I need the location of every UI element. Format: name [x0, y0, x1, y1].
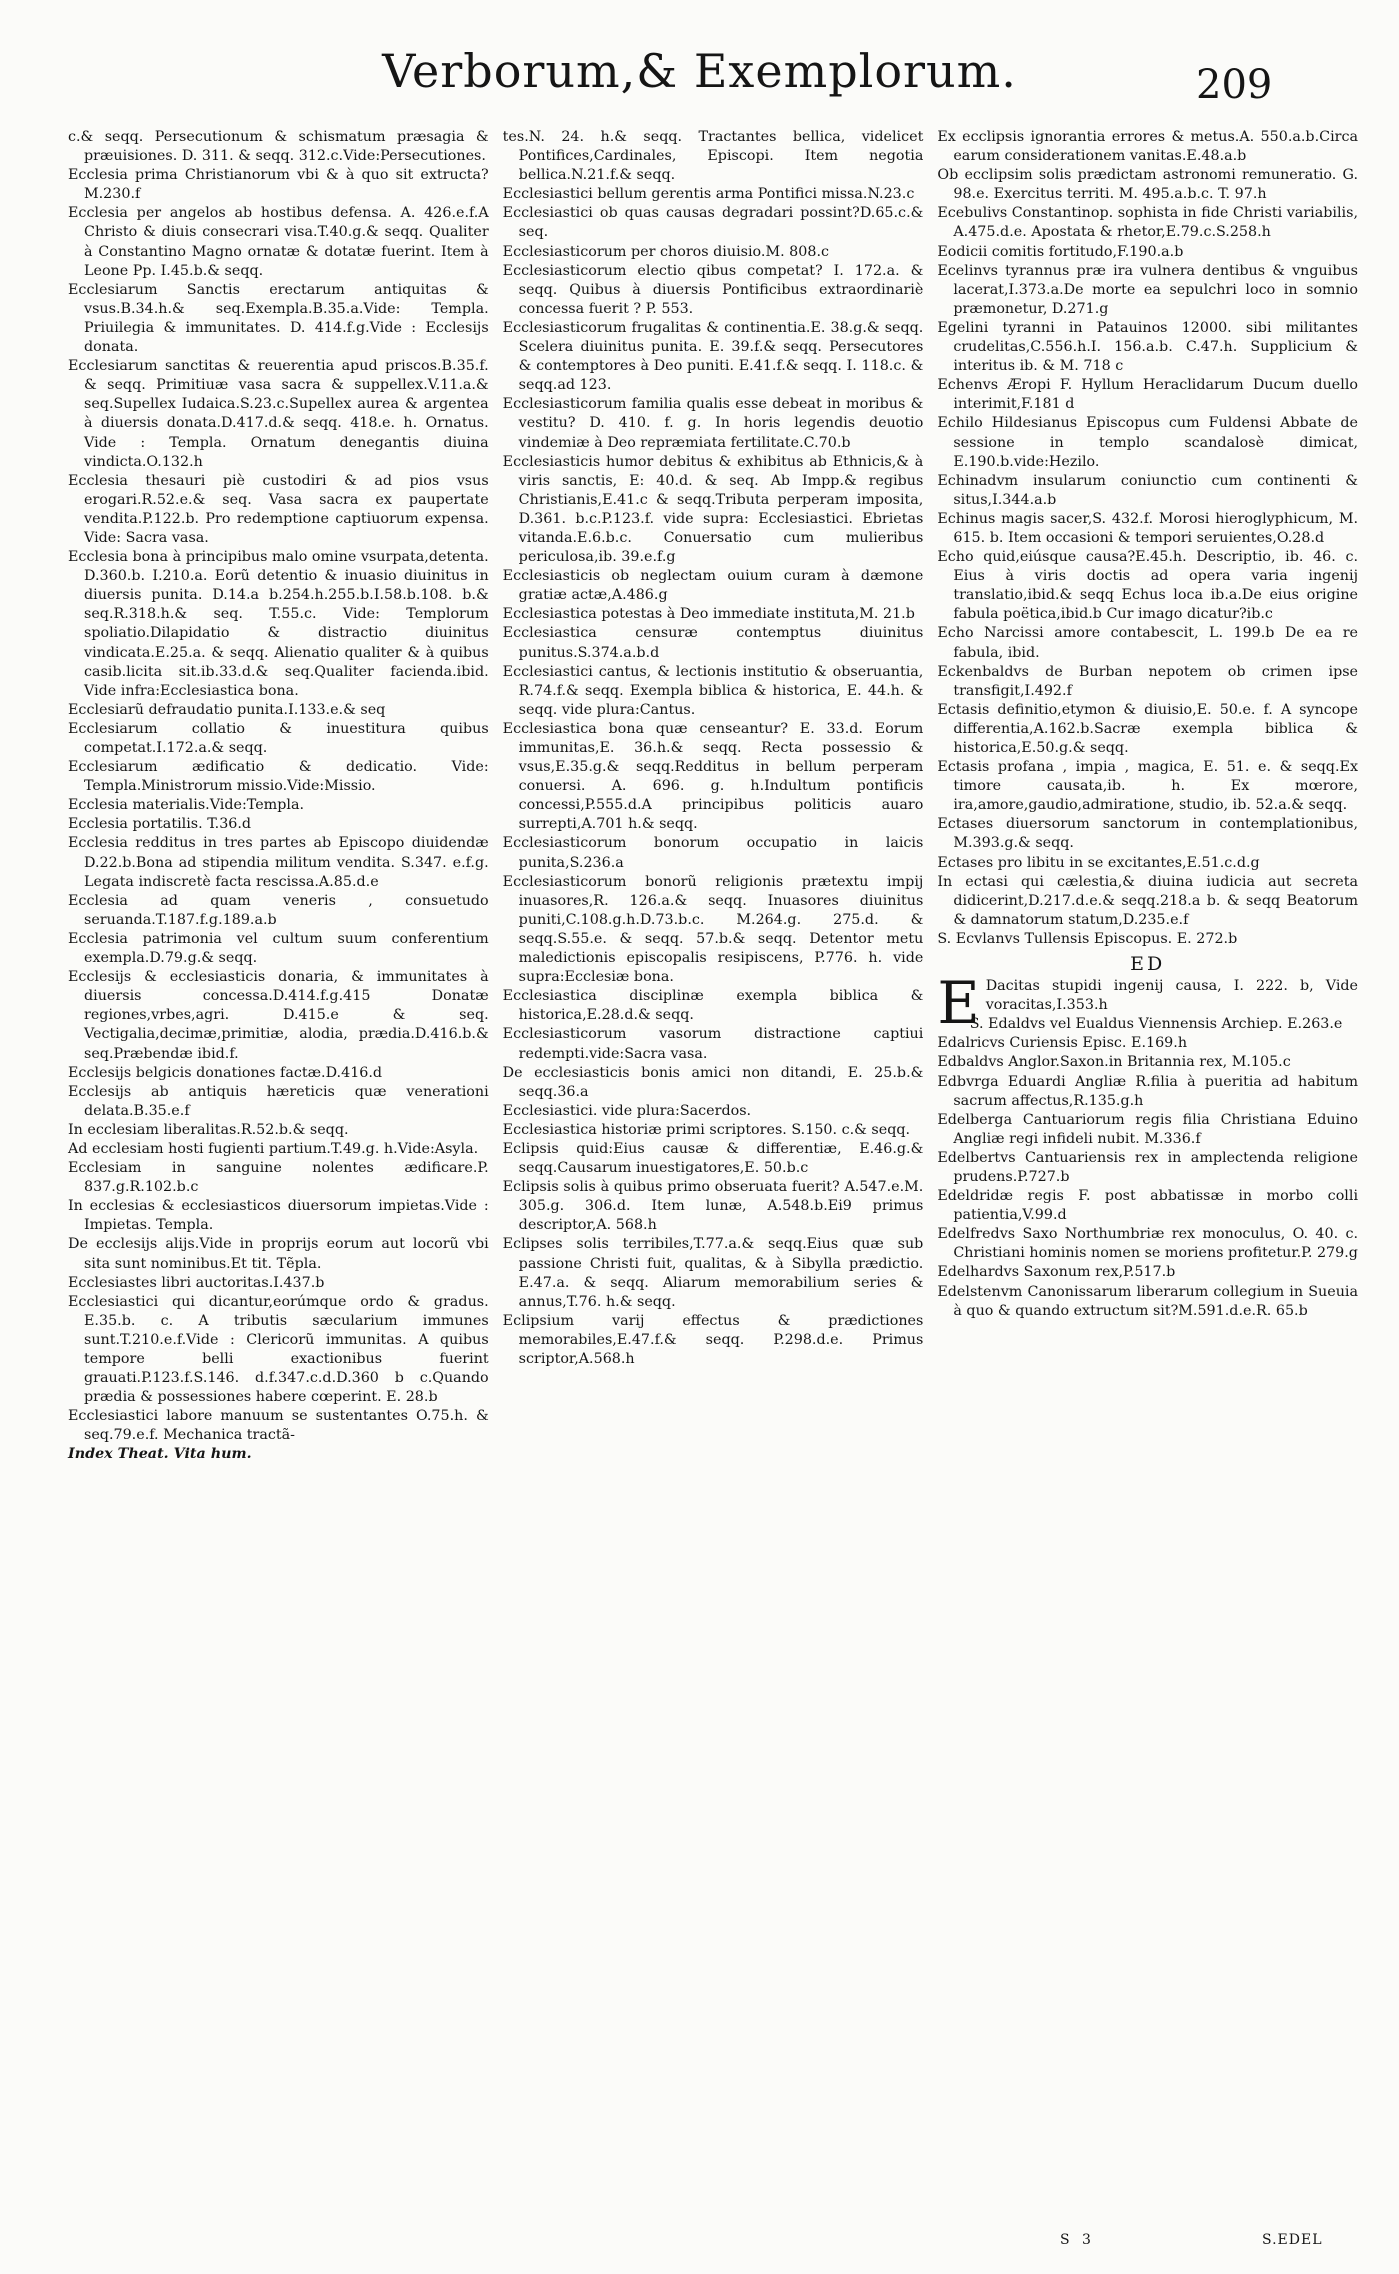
index-entry: Ecclesiasticorum per choros diuisio.M. 808.c [502, 243, 830, 260]
index-entry: Ecclesia materialis.Vide:Templa. [68, 797, 305, 814]
index-entry: Ecclesiasticorum electio qibus competat? I. 172.a. & seqq. Quibus à diuersis Pontificibus extraordinariè concessa fuerit ? P. 553. [502, 262, 924, 317]
index-entry: Ecclesiasticorum bonorum occupatio in laicis punita,S.236.a [502, 835, 924, 871]
index-entry: Edbaldvs Anglor.Saxon.in Britannia rex, M.105.c [937, 1054, 1291, 1071]
index-entry: Ecclesiastes libri auctoritas.I.437.b [68, 1274, 325, 1291]
index-entry: De ecclesijs alijs.Vide in proprijs eorum aut locorũ vbi sita sunt nominibus.Et tit. Tẽpla. [68, 1236, 489, 1272]
index-entry: Ecclesia per angelos ab hostibus defensa. A. 426.e.f.A Christo & diuis consecrari visa.T.40.g.& seqq. Qualiter à Constantino Magno ornatæ & dotatæ fuerint. Item à Leone Pp. I.45.b.& seqq. [68, 205, 489, 279]
index-entry: Ecclesiastici bellum gerentis arma Pontifici missa.N.23.c [502, 186, 915, 203]
index-entry: Ectasis profana , impia , magica, E. 51. e. & seqq.Ex timore causata,ib. h. Ex mœrore, ira,amore,gaudio,admiratione, studio, ib. 52.a.& seqq. [937, 759, 1359, 814]
drop-cap-letter: E [937, 969, 980, 1038]
page-number: 209 [1196, 62, 1273, 108]
index-entry: Ecclesiastici cantus, & lectionis institutio & obseruantia, R.74.f.& seqq. Exempla biblica & historica, E. 44.h. & seqq. vide plura:Cantus. [502, 663, 924, 718]
signature-mark: S 3 [1060, 2232, 1095, 2248]
column-left [68, 128, 489, 1465]
index-entry: Ecclesiasticis humor debitus & exhibitus ab Ethnicis,& à viris sanctis, E: 40.d. & seq. Ab Impp.& regibus Christianis,E.41.c & seqq.Tributa perperam imposita, D.361. b.c.P.123.f. vide supra: Ecclesiastici. Ebrietas vitanda.E.6.b.c. Conuersatio cum mulieribus periculosa,ib. 39.e.f.g [502, 453, 924, 566]
index-entry: Ecclesijs & ecclesiasticis donaria, & immunitates à diuersis concessa.D.414.f.g.415 Donatæ regiones,vrbes,agri. D.415.e & seq. Vectigalia,decimæ,primitiæ, alodia, prædia.D.416.b.& seq.Præbendæ ibid.f. [68, 969, 489, 1062]
index-entry: Ecclesiasticorum vasorum distractione captiui redempti.vide:Sacra vasa. [502, 1026, 924, 1062]
column-right [937, 128, 1358, 1465]
index-entry: Ecclesia ad quam veneris , consuetudo seruanda.T.187.f.g.189.a.b [68, 892, 489, 928]
index-entry: c.& seqq. Persecutionum & schismatum præsagia & præuisiones. D. 311. & seqq. 312.c.Vide:Persecutiones. [68, 129, 489, 165]
index-entry: Eodicii comitis fortitudo,F.190.a.b [937, 243, 1184, 260]
column-middle [503, 128, 924, 1465]
index-entry: Ecclesijs belgicis donationes factæ.D.416.d [68, 1064, 383, 1081]
index-entry: Ecclesiarum collatio & inuestitura quibus competat.I.172.a.& seqq. [68, 720, 489, 756]
index-entry: Ecclesiam in sanguine nolentes ædificare.P. 837.g.R.102.b.c [68, 1160, 489, 1196]
index-entry: Edelfredvs Saxo Northumbriæ rex monoculus, O. 40. c. Christiani hominis nomen se moriens profitetur.P. 279.g [937, 1226, 1359, 1262]
index-entry: Ecclesiastica potestas à Deo immediate instituta,M. 21.b [502, 606, 915, 623]
index-entry: Ecclesiastici ob quas causas degradari possint?D.65.c.& seq. [502, 205, 924, 241]
index-entry: Edelberga Cantuariorum regis filia Christiana Eduino Angliæ regi infideli nubit. M.336.f [937, 1111, 1359, 1147]
running-title: Verborum,& Exemplorum. [382, 44, 1017, 98]
index-entry: Ecclesiastici labore manuum se sustentantes O.75.h. & seq.79.e.f. Mechanica tractã- [68, 1408, 489, 1444]
index-entry: Ecclesiarum sanctitas & reuerentia apud priscos.B.35.f. & seqq. Primitiuæ vasa sacra & suppellex.V.11.a.& seq.Supellex Iudaica.S.23.c.Supellex aurea & argentea à diuersis donata.D.417.d.& seqq. 418.e. h. Ornatus. Vide : Templa. Ornatum denegantis diuina vindicta.O.132.h [68, 358, 489, 470]
index-entry: De ecclesiasticis bonis amici non ditandi, E. 25.b.& seqq.36.a [502, 1064, 924, 1100]
index-entry: Echo quid,eiúsque causa?E.45.h. Descriptio, ib. 46. c. Eius à viris doctis ad opera varia ingenij translatio,ibid.& seqq Echus loca ib.a.De eius origine fabula poëtica,ibid.b Cur imago dicatur?ib.c [937, 549, 1359, 623]
index-entry: Ecclesiastici. vide plura:Sacerdos. [502, 1102, 752, 1119]
index-entry: Edeldridæ regis F. post abbatissæ in morbo colli patientia,V.99.d [937, 1188, 1359, 1224]
drop-cap-entry-text: Dacitas stupidi ingenij causa, I. 222. b, Vide voracitas,I.353.h [985, 978, 1359, 1014]
section-heading: ED [1130, 953, 1166, 976]
index-entry: Ecclesiastica bona quæ censeantur? E. 33.d. Eorum immunitas,E. 36.h.& seqq. Recta possessio & vsus,E.35.g.& seqq.Redditus in bellum perperam conuersi. A. 696. g. h.Indultum pontificis concessi,P.555.d.A principibus politicis auaro surrepti,A.701 h.& seqq. [502, 720, 924, 833]
catchword: S.EDEL [1262, 2232, 1323, 2248]
index-entry: Ecclesiasticorum bonorũ religionis prætextu impij inuasores,R. 126.a.& seqq. Inuasores diuinitus puniti,C.108.g.h.D.73.b.c. M.264.g. 275.d. & seqq.S.55.e. & seqq. 57.b.& seqq. Detentor metu maledictionis episcopalis resipiscens, P.776. h. vide supra:Ecclesiæ bona. [502, 873, 924, 986]
index-entry: Ecclesia redditus in tres partes ab Episcopo diuidendæ D.22.b.Bona ad stipendia militum vendita. S.347. e.f.g. Legata indiscretè facta rescissa.A.85.d.e [68, 835, 489, 890]
index-entry: Echo Narcissi amore contabescit, L. 199.b De ea re fabula, ibid. [937, 625, 1359, 661]
index-entry: Ecclesiastica disciplinæ exempla biblica & historica,E.28.d.& seqq. [502, 988, 924, 1024]
index-entry: Ecclesia patrimonia vel cultum suum conferentium exempla.D.79.g.& seqq. [68, 930, 489, 967]
index-entry: Echinus magis sacer,S. 432.f. Morosi hieroglyphicum, M. 615. b. Item occasioni & tempori seruientes,O.28.d [937, 510, 1359, 546]
index-entry: Ecclesiasticorum familia qualis esse debeat in moribus & vestitu? D. 410. f. g. In horis legendis deuotio vindemiæ à Deo repræmiata fertilitate.C.70.b [502, 396, 924, 451]
index-entry: Ecclesia thesauri piè custodiri & ad pios vsus erogari.R.52.e.& seq. Vasa sacra ex paupertate vendita.P.122.b. Pro redemptione captiuorum expensa. Vide: Sacra vasa. [68, 472, 489, 546]
index-entry: Ecclesia portatilis. T.36.d [68, 816, 252, 833]
index-entry: Edelhardvs Saxonum rex,P.517.b [937, 1264, 1176, 1281]
index-entry: Ob ecclipsim solis prædictam astronomi remuneratio. G. 98.e. Exercitus territi. M. 495.a.b.c. T. 97.h [937, 167, 1359, 203]
index-entry: Edalricvs Curiensis Episc. E.169.h [937, 1035, 1188, 1052]
index-entry: Echenvs Æropi F. Hyllum Heraclidarum Ducum duello interimit,F.181 d [937, 377, 1359, 413]
index-entry: S. Edaldvs vel Eualdus Viennensis Archiep. E.263.e [969, 1016, 1343, 1033]
index-entry: Egelini tyranni in Patauinos 12000. sibi militantes crudelitas,C.556.h.I. 156.a.b. C.47.h. Supplicium & interitus ib. & M. 718 c [937, 319, 1359, 375]
index-entry: Ectases diuersorum sanctorum in contemplationibus, M.393.g.& seqq. [937, 816, 1359, 852]
index-entry: Ecclesiastica censuræ contemptus diuinitus punitus.S.374.a.b.d [502, 625, 924, 661]
index-entry: Ad ecclesiam hosti fugienti partium.T.49.g. h.Vide:Asyla. [68, 1140, 479, 1157]
index-entry: tes.N. 24. h.& seqq. Tractantes bellica, videlicet Pontifices,Cardinales, Episcopi. Item negotia bellica.N.21.f.& seqq. [502, 129, 924, 184]
index-entry: Edelbertvs Cantuariensis rex in amplectenda religione prudens.P.727.b [937, 1149, 1359, 1185]
index-columns [68, 128, 1358, 1465]
index-entry: Ectasis definitio,etymon & diuisio,E. 50.e. f. A syncope differentia,A.162.b.Sacræ exempla biblica & historica,E.50.g.& seqq. [937, 701, 1359, 756]
index-entry: Ecclesiarum ædificatio & dedicatio. Vide: Templa.Ministrorum missio.Vide:Missio. [68, 759, 489, 795]
index-entry: S. Ecvlanvs Tullensis Episcopus. E. 272.b [937, 930, 1238, 947]
index-entry: Ecclesiarum Sanctis erectarum antiquitas & vsus.B.34.h.& seq.Exempla.B.35.a.Vide: Templa. Priuilegia & immunitates. D. 414.f.g.Vide : Ecclesijs donata. [68, 281, 489, 356]
index-entry: Echinadvm insularum coniunctio cum continenti & situs,I.344.a.b [937, 472, 1359, 508]
index-entry: Ecclesiastica historiæ primi scriptores. S.150. c.& seqq. [502, 1121, 911, 1138]
footer-catchphrase: Index Theat. Vita hum. [68, 1446, 252, 1463]
index-entry: In ecclesiam liberalitas.R.52.b.& seqq. [68, 1121, 349, 1138]
index-entry: Eclipsium varij effectus & prædictiones memorabiles,E.47.f.& seqq. P.298.d.e. Primus scriptor,A.568.h [502, 1312, 924, 1367]
index-entry: Eclipsis solis à quibus primo obseruata fuerit? A.547.e.M. 305.g. 306.d. Item lunæ, A.548.b.Ei9 primus descriptor,A. 568.h [502, 1179, 924, 1234]
index-entry: Ex ecclipsis ignorantia errores & metus.A. 550.a.b.Circa earum considerationem vanitas.E.48.a.b [937, 129, 1359, 165]
index-entry: Ecclesijs ab antiquis hæreticis quæ venerationi delata.B.35.e.f [68, 1083, 489, 1119]
index-entry: Ectases pro libitu in se excitantes,E.51.c.d.g [937, 854, 1260, 871]
index-entry: Ecelinvs tyrannus præ ira vulnera dentibus & vnguibus lacerat,I.373.a.De morte ea sepulchri loco in somnio præmonetur, D.271.g [937, 262, 1359, 317]
index-entry: Ecclesiasticorum frugalitas & continentia.E. 38.g.& seqq. Scelera diuinitus punita. E. 39.f.& seqq. Persecutores & contemptores à Deo puniti. E.41.f.& seqq. I. 118.c. & seqq.ad 123. [502, 319, 924, 394]
index-entry: Ecclesiarũ defraudatio punita.I.133.e.& seq [68, 701, 386, 718]
index-entry: Ecclesia bona à principibus malo omine vsurpata,detenta. D.360.b. I.210.a. Eorũ detentio & inuasio diuinitus in diuersis punita. D.14.a b.254.h.255.b.I.58.b.108. b.& seq.R.318.h.& seq. T.55.c. Vide: Templorum spoliatio.Dilapidatio & distractio diuinitus vindicata.E.25.a. & seqq. Alienatio qualiter & à quibus casib.licita sit.ib.33.d.& seq.Qualiter facienda.ibid. Vide infra:Ecclesiastica bona. [68, 549, 489, 699]
index-entry: Ecclesiastici qui dicantur,eorúmque ordo & gradus. E.35.b. c. A tributis sæcularium immunes sunt.T.210.e.f.Vide : Clericorũ immunitas. A quibus tempore belli exactionibus fuerint grauati.P.123.f.S.146. d.f.347.c.d.D.360 b c.Quando prædia & possessiones habere cœperint. E. 28.b [68, 1293, 489, 1406]
index-entry: Ecclesia prima Christianorum vbi & à quo sit extructa?M.230.f [68, 167, 489, 203]
index-entry: Eclipsis quid:Eius causæ & differentiæ, E.46.g.& seqq.Causarum inuestigatores,E. 50.b.c [502, 1140, 924, 1177]
index-entry: Edbvrga Eduardi Angliæ R.filia à pueritia ad habitum sacrum affectus,R.135.g.h [937, 1073, 1359, 1109]
index-entry: Eclipses solis terribiles,T.77.a.& seqq.Eius quæ sub passione Christi fuit, qualitas, & à Sibylla prædictio. E.47.a. & seqq. Aliarum memorabilium series & annus,T.76. h.& seqq. [502, 1236, 924, 1310]
index-entry: Eckenbaldvs de Burban nepotem ob crimen ipse transfigit,I.492.f [937, 663, 1359, 699]
index-entry: In ecclesias & ecclesiasticos diuersorum impietas.Vide : Impietas. Templa. [68, 1198, 489, 1234]
index-entry: In ectasi qui cælestia,& diuina iudicia aut secreta didicerint,D.217.d.e.& seqq.218.a b. & seqq Beatorum & damnatorum statum,D.235.e.f [937, 873, 1359, 928]
index-entry: Echilo Hildesianus Episcopus cum Fuldensi Abbate de sessione in templo scandalosè dimicat, E.190.b.vide:Hezilo. [937, 415, 1359, 470]
index-entry: Ecclesiasticis ob neglectam ouium curam à dæmone gratiæ actæ,A.486.g [502, 568, 924, 604]
index-entry: Ecebulivs Constantinop. sophista in fide Christi variabilis, A.475.d.e. Apostata & rhetor,E.79.c.S.258.h [937, 205, 1359, 241]
index-entry: Edelstenvm Canonissarum liberarum collegium in Sueuia à quo & quando extructum sit?M.591.d.e.R. 65.b [937, 1283, 1359, 1319]
